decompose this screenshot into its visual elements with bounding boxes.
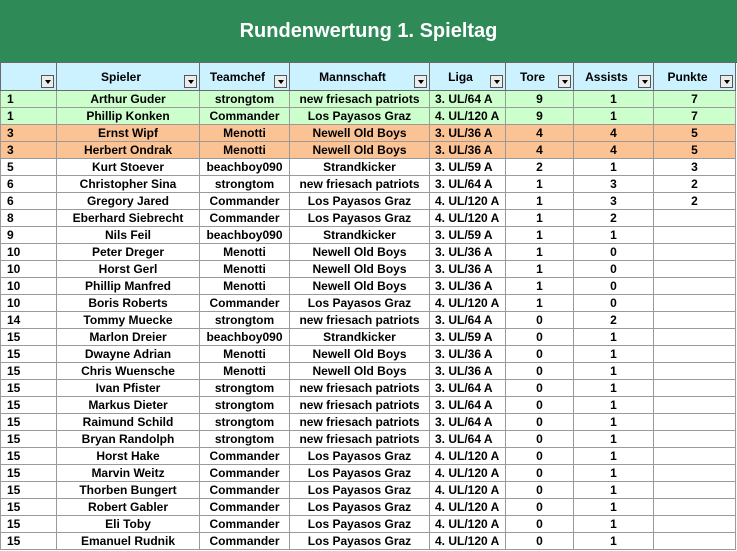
- table-row: [1, 295, 736, 312]
- cell-liga[interactable]: 3. UL/59 A: [430, 159, 506, 176]
- cell-liga[interactable]: 3. UL/64 A: [430, 431, 506, 448]
- cell-mannschaft[interactable]: new friesach patriots: [290, 380, 430, 397]
- cell-spieler[interactable]: Ivan Pfister: [57, 380, 200, 397]
- cell-punkte[interactable]: 2: [654, 176, 736, 193]
- cell-spieler[interactable]: Marvin Weitz: [57, 465, 200, 482]
- cell-mannschaft[interactable]: Newell Old Boys: [290, 346, 430, 363]
- cell-teamchef[interactable]: Commander: [200, 210, 290, 227]
- cell-teamchef[interactable]: Menotti: [200, 363, 290, 380]
- filter-dropdown-icon[interactable]: [490, 75, 503, 88]
- cell-liga[interactable]: 3. UL/64 A: [430, 176, 506, 193]
- cell-punkte[interactable]: [654, 261, 736, 278]
- cell-rank[interactable]: 8: [1, 210, 57, 227]
- cell-punkte[interactable]: [654, 295, 736, 312]
- cell-punkte[interactable]: [654, 533, 736, 550]
- cell-rank[interactable]: 15: [1, 363, 57, 380]
- cell-teamchef[interactable]: Commander: [200, 448, 290, 465]
- header-label: Mannschaft: [319, 69, 386, 84]
- cell-tore[interactable]: 4: [506, 142, 574, 159]
- cell-mannschaft[interactable]: new friesach patriots: [290, 414, 430, 431]
- cell-liga[interactable]: 4. UL/120 A: [430, 499, 506, 516]
- table-row: [1, 210, 736, 227]
- cell-mannschaft[interactable]: Los Payasos Graz: [290, 210, 430, 227]
- cell-mannschaft[interactable]: Strandkicker: [290, 159, 430, 176]
- cell-spieler[interactable]: Chris Wuensche: [57, 363, 200, 380]
- cell-rank[interactable]: 15: [1, 516, 57, 533]
- table-row: [1, 533, 736, 550]
- cell-tore[interactable]: 9: [506, 91, 574, 108]
- cell-rank[interactable]: 1: [1, 91, 57, 108]
- cell-rank[interactable]: 15: [1, 414, 57, 431]
- cell-assists[interactable]: 2: [574, 210, 654, 227]
- cell-spieler[interactable]: Peter Dreger: [57, 244, 200, 261]
- cell-teamchef[interactable]: strongtom: [200, 380, 290, 397]
- cell-spieler[interactable]: Emanuel Rudnik: [57, 533, 200, 550]
- cell-punkte[interactable]: [654, 499, 736, 516]
- cell-spieler[interactable]: Kurt Stoever: [57, 159, 200, 176]
- cell-tore[interactable]: 1: [506, 261, 574, 278]
- cell-punkte[interactable]: [654, 397, 736, 414]
- cell-tore[interactable]: 0: [506, 482, 574, 499]
- table-row: [1, 108, 736, 125]
- cell-teamchef[interactable]: beachboy090: [200, 159, 290, 176]
- cell-assists[interactable]: 1: [574, 482, 654, 499]
- cell-spieler[interactable]: Phillip Manfred: [57, 278, 200, 295]
- cell-spieler[interactable]: Horst Hake: [57, 448, 200, 465]
- column-header-mannschaft: [290, 63, 430, 91]
- filter-dropdown-icon[interactable]: [720, 75, 733, 88]
- cell-tore[interactable]: 0: [506, 499, 574, 516]
- cell-punkte[interactable]: [654, 363, 736, 380]
- cell-tore[interactable]: 0: [506, 312, 574, 329]
- cell-mannschaft[interactable]: Newell Old Boys: [290, 261, 430, 278]
- cell-assists[interactable]: 1: [574, 91, 654, 108]
- cell-rank[interactable]: 10: [1, 244, 57, 261]
- cell-rank[interactable]: 6: [1, 176, 57, 193]
- cell-liga[interactable]: 3. UL/36 A: [430, 142, 506, 159]
- cell-tore[interactable]: 4: [506, 125, 574, 142]
- cell-tore[interactable]: 1: [506, 227, 574, 244]
- cell-liga[interactable]: 4. UL/120 A: [430, 108, 506, 125]
- cell-spieler[interactable]: Markus Dieter: [57, 397, 200, 414]
- cell-mannschaft[interactable]: Strandkicker: [290, 227, 430, 244]
- cell-mannschaft[interactable]: Los Payasos Graz: [290, 465, 430, 482]
- cell-spieler[interactable]: Eli Toby: [57, 516, 200, 533]
- cell-tore[interactable]: 0: [506, 397, 574, 414]
- cell-mannschaft[interactable]: Los Payasos Graz: [290, 516, 430, 533]
- cell-teamchef[interactable]: Commander: [200, 533, 290, 550]
- cell-liga[interactable]: 3. UL/64 A: [430, 91, 506, 108]
- cell-rank[interactable]: 15: [1, 482, 57, 499]
- cell-mannschaft[interactable]: Newell Old Boys: [290, 278, 430, 295]
- cell-assists[interactable]: 1: [574, 159, 654, 176]
- cell-assists[interactable]: 1: [574, 516, 654, 533]
- cell-tore[interactable]: 1: [506, 244, 574, 261]
- cell-assists[interactable]: 1: [574, 380, 654, 397]
- cell-punkte[interactable]: 3: [654, 159, 736, 176]
- cell-rank[interactable]: 15: [1, 499, 57, 516]
- cell-punkte[interactable]: [654, 227, 736, 244]
- cell-teamchef[interactable]: Commander: [200, 516, 290, 533]
- page-title: Rundenwertung 1. Spieltag: [0, 0, 737, 63]
- table-row: [1, 159, 736, 176]
- cell-liga[interactable]: 3. UL/64 A: [430, 380, 506, 397]
- cell-tore[interactable]: 0: [506, 533, 574, 550]
- cell-tore[interactable]: 0: [506, 431, 574, 448]
- cell-rank[interactable]: 3: [1, 142, 57, 159]
- table-row: [1, 125, 736, 142]
- cell-spieler[interactable]: Horst Gerl: [57, 261, 200, 278]
- cell-rank[interactable]: 10: [1, 261, 57, 278]
- cell-rank[interactable]: 15: [1, 448, 57, 465]
- cell-tore[interactable]: 1: [506, 295, 574, 312]
- cell-rank[interactable]: 9: [1, 227, 57, 244]
- cell-liga[interactable]: 4. UL/120 A: [430, 193, 506, 210]
- cell-rank[interactable]: 15: [1, 329, 57, 346]
- cell-punkte[interactable]: [654, 516, 736, 533]
- cell-assists[interactable]: 0: [574, 244, 654, 261]
- cell-mannschaft[interactable]: Los Payasos Graz: [290, 482, 430, 499]
- cell-spieler[interactable]: Thorben Bungert: [57, 482, 200, 499]
- cell-punkte[interactable]: [654, 380, 736, 397]
- cell-assists[interactable]: 2: [574, 312, 654, 329]
- cell-rank[interactable]: 15: [1, 346, 57, 363]
- table-row: [1, 193, 736, 210]
- cell-punkte[interactable]: [654, 448, 736, 465]
- cell-assists[interactable]: 1: [574, 346, 654, 363]
- cell-liga[interactable]: 4. UL/120 A: [430, 448, 506, 465]
- cell-mannschaft[interactable]: new friesach patriots: [290, 176, 430, 193]
- cell-liga[interactable]: 4. UL/120 A: [430, 465, 506, 482]
- cell-assists[interactable]: 3: [574, 193, 654, 210]
- cell-tore[interactable]: 0: [506, 516, 574, 533]
- cell-tore[interactable]: 2: [506, 159, 574, 176]
- cell-punkte[interactable]: [654, 414, 736, 431]
- cell-punkte[interactable]: 5: [654, 125, 736, 142]
- cell-teamchef[interactable]: Menotti: [200, 346, 290, 363]
- cell-rank[interactable]: 15: [1, 465, 57, 482]
- cell-teamchef[interactable]: Menotti: [200, 142, 290, 159]
- table-row: [1, 142, 736, 159]
- cell-liga[interactable]: 3. UL/36 A: [430, 261, 506, 278]
- cell-mannschaft[interactable]: Los Payasos Graz: [290, 448, 430, 465]
- cell-assists[interactable]: 1: [574, 397, 654, 414]
- cell-rank[interactable]: 3: [1, 125, 57, 142]
- cell-teamchef[interactable]: Commander: [200, 482, 290, 499]
- cell-spieler[interactable]: Boris Roberts: [57, 295, 200, 312]
- filter-dropdown-icon[interactable]: [184, 75, 197, 88]
- cell-teamchef[interactable]: Menotti: [200, 261, 290, 278]
- cell-mannschaft[interactable]: Newell Old Boys: [290, 363, 430, 380]
- table-row: [1, 244, 736, 261]
- cell-teamchef[interactable]: Commander: [200, 499, 290, 516]
- cell-assists[interactable]: 1: [574, 465, 654, 482]
- cell-assists[interactable]: 1: [574, 533, 654, 550]
- cell-mannschaft[interactable]: new friesach patriots: [290, 312, 430, 329]
- cell-rank[interactable]: 5: [1, 159, 57, 176]
- cell-assists[interactable]: 0: [574, 261, 654, 278]
- cell-punkte[interactable]: [654, 278, 736, 295]
- filter-dropdown-icon[interactable]: [414, 75, 427, 88]
- table-row: [1, 363, 736, 380]
- cell-punkte[interactable]: 7: [654, 108, 736, 125]
- cell-liga[interactable]: 3. UL/36 A: [430, 346, 506, 363]
- cell-rank[interactable]: 15: [1, 380, 57, 397]
- cell-liga[interactable]: 3. UL/36 A: [430, 244, 506, 261]
- cell-punkte[interactable]: [654, 465, 736, 482]
- cell-tore[interactable]: 1: [506, 176, 574, 193]
- cell-assists[interactable]: 1: [574, 227, 654, 244]
- table-row: [1, 499, 736, 516]
- table-row: [1, 176, 736, 193]
- table-row: [1, 346, 736, 363]
- cell-teamchef[interactable]: Menotti: [200, 278, 290, 295]
- column-header-punkte: [654, 63, 736, 91]
- cell-liga[interactable]: 4. UL/120 A: [430, 295, 506, 312]
- cell-punkte[interactable]: [654, 329, 736, 346]
- table-row: [1, 227, 736, 244]
- cell-liga[interactable]: 4. UL/120 A: [430, 516, 506, 533]
- cell-liga[interactable]: 3. UL/59 A: [430, 329, 506, 346]
- cell-assists[interactable]: 1: [574, 414, 654, 431]
- cell-liga[interactable]: 4. UL/120 A: [430, 482, 506, 499]
- cell-spieler[interactable]: Christopher Sina: [57, 176, 200, 193]
- cell-rank[interactable]: 1: [1, 108, 57, 125]
- cell-spieler[interactable]: Tommy Muecke: [57, 312, 200, 329]
- table-row: [1, 465, 736, 482]
- cell-mannschaft[interactable]: Newell Old Boys: [290, 142, 430, 159]
- cell-tore[interactable]: 0: [506, 448, 574, 465]
- column-header-assists: [574, 63, 654, 91]
- table-row: [1, 91, 736, 108]
- cell-spieler[interactable]: Phillip Konken: [57, 108, 200, 125]
- cell-mannschaft[interactable]: Los Payasos Graz: [290, 499, 430, 516]
- header-row: [1, 63, 736, 91]
- header-label: Spieler: [100, 69, 142, 84]
- cell-rank[interactable]: 6: [1, 193, 57, 210]
- cell-punkte[interactable]: [654, 210, 736, 227]
- cell-rank[interactable]: 14: [1, 312, 57, 329]
- standings-table: [0, 62, 736, 550]
- table-row: [1, 397, 736, 414]
- cell-teamchef[interactable]: Commander: [200, 108, 290, 125]
- filter-dropdown-icon[interactable]: [274, 75, 287, 88]
- cell-teamchef[interactable]: Commander: [200, 465, 290, 482]
- cell-assists[interactable]: 1: [574, 448, 654, 465]
- cell-assists[interactable]: 1: [574, 329, 654, 346]
- cell-tore[interactable]: 1: [506, 193, 574, 210]
- cell-mannschaft[interactable]: Newell Old Boys: [290, 125, 430, 142]
- cell-mannschaft[interactable]: new friesach patriots: [290, 397, 430, 414]
- cell-rank[interactable]: 10: [1, 278, 57, 295]
- header-label: Assists: [585, 69, 628, 84]
- cell-liga[interactable]: 3. UL/64 A: [430, 312, 506, 329]
- cell-mannschaft[interactable]: new friesach patriots: [290, 91, 430, 108]
- cell-spieler[interactable]: Gregory Jared: [57, 193, 200, 210]
- cell-assists[interactable]: 4: [574, 142, 654, 159]
- cell-liga[interactable]: 3. UL/36 A: [430, 278, 506, 295]
- cell-teamchef[interactable]: Menotti: [200, 125, 290, 142]
- cell-tore[interactable]: 9: [506, 108, 574, 125]
- cell-teamchef[interactable]: strongtom: [200, 414, 290, 431]
- column-header-teamchef: [200, 63, 290, 91]
- cell-rank[interactable]: 15: [1, 533, 57, 550]
- cell-assists[interactable]: 0: [574, 278, 654, 295]
- cell-tore[interactable]: 1: [506, 210, 574, 227]
- table-row: [1, 261, 736, 278]
- cell-spieler[interactable]: Bryan Randolph: [57, 431, 200, 448]
- cell-assists[interactable]: 4: [574, 125, 654, 142]
- cell-punkte[interactable]: [654, 312, 736, 329]
- cell-mannschaft[interactable]: Strandkicker: [290, 329, 430, 346]
- cell-teamchef[interactable]: Commander: [200, 193, 290, 210]
- cell-assists[interactable]: 1: [574, 108, 654, 125]
- cell-rank[interactable]: 15: [1, 397, 57, 414]
- cell-teamchef[interactable]: beachboy090: [200, 227, 290, 244]
- cell-spieler[interactable]: Nils Feil: [57, 227, 200, 244]
- cell-liga[interactable]: 3. UL/64 A: [430, 414, 506, 431]
- cell-teamchef[interactable]: strongtom: [200, 176, 290, 193]
- cell-spieler[interactable]: Robert Gabler: [57, 499, 200, 516]
- table-row: [1, 414, 736, 431]
- table-row: [1, 516, 736, 533]
- cell-spieler[interactable]: Ernst Wipf: [57, 125, 200, 142]
- cell-tore[interactable]: 0: [506, 363, 574, 380]
- cell-punkte[interactable]: 2: [654, 193, 736, 210]
- cell-tore[interactable]: 0: [506, 414, 574, 431]
- cell-teamchef[interactable]: strongtom: [200, 397, 290, 414]
- cell-mannschaft[interactable]: Newell Old Boys: [290, 244, 430, 261]
- cell-assists[interactable]: 3: [574, 176, 654, 193]
- cell-spieler[interactable]: Raimund Schild: [57, 414, 200, 431]
- cell-spieler[interactable]: Marlon Dreier: [57, 329, 200, 346]
- header-label: Liga: [448, 69, 473, 84]
- cell-tore[interactable]: 0: [506, 346, 574, 363]
- table-row: [1, 482, 736, 499]
- cell-tore[interactable]: 0: [506, 465, 574, 482]
- cell-teamchef[interactable]: strongtom: [200, 91, 290, 108]
- filter-dropdown-icon[interactable]: [638, 75, 651, 88]
- table-row: [1, 278, 736, 295]
- cell-tore[interactable]: 1: [506, 278, 574, 295]
- cell-spieler[interactable]: Eberhard Siebrecht: [57, 210, 200, 227]
- column-header-spieler: [57, 63, 200, 91]
- cell-spieler[interactable]: Herbert Ondrak: [57, 142, 200, 159]
- column-header-liga: [430, 63, 506, 91]
- cell-assists[interactable]: 1: [574, 431, 654, 448]
- table-row: [1, 312, 736, 329]
- table-row: [1, 431, 736, 448]
- cell-rank[interactable]: 10: [1, 295, 57, 312]
- header-label: Tore: [519, 69, 546, 84]
- cell-rank[interactable]: 15: [1, 431, 57, 448]
- cell-assists[interactable]: 1: [574, 363, 654, 380]
- cell-teamchef[interactable]: Commander: [200, 295, 290, 312]
- cell-assists[interactable]: 0: [574, 295, 654, 312]
- cell-tore[interactable]: 0: [506, 380, 574, 397]
- table-row: [1, 329, 736, 346]
- filter-dropdown-icon[interactable]: [558, 75, 571, 88]
- cell-assists[interactable]: 1: [574, 499, 654, 516]
- cell-mannschaft[interactable]: new friesach patriots: [290, 431, 430, 448]
- cell-teamchef[interactable]: Menotti: [200, 244, 290, 261]
- cell-spieler[interactable]: Dwayne Adrian: [57, 346, 200, 363]
- cell-teamchef[interactable]: beachboy090: [200, 329, 290, 346]
- cell-liga[interactable]: 3. UL/59 A: [430, 227, 506, 244]
- cell-liga[interactable]: 3. UL/36 A: [430, 363, 506, 380]
- column-header-tore: [506, 63, 574, 91]
- cell-mannschaft[interactable]: Los Payasos Graz: [290, 108, 430, 125]
- cell-mannschaft[interactable]: Los Payasos Graz: [290, 533, 430, 550]
- cell-tore[interactable]: 0: [506, 329, 574, 346]
- cell-mannschaft[interactable]: Los Payasos Graz: [290, 193, 430, 210]
- cell-spieler[interactable]: Arthur Guder: [57, 91, 200, 108]
- cell-punkte[interactable]: [654, 346, 736, 363]
- column-header-rank: [1, 63, 57, 91]
- cell-punkte[interactable]: [654, 482, 736, 499]
- cell-liga[interactable]: 3. UL/64 A: [430, 397, 506, 414]
- header-label: Teamchef: [209, 69, 266, 84]
- cell-punkte[interactable]: 5: [654, 142, 736, 159]
- cell-mannschaft[interactable]: Los Payasos Graz: [290, 295, 430, 312]
- cell-teamchef[interactable]: strongtom: [200, 431, 290, 448]
- cell-punkte[interactable]: [654, 431, 736, 448]
- header-label: Punkte: [667, 69, 708, 84]
- table-row: [1, 380, 736, 397]
- cell-liga[interactable]: 4. UL/120 A: [430, 210, 506, 227]
- cell-liga[interactable]: 3. UL/36 A: [430, 125, 506, 142]
- filter-dropdown-icon[interactable]: [41, 75, 54, 88]
- cell-punkte[interactable]: [654, 244, 736, 261]
- cell-teamchef[interactable]: strongtom: [200, 312, 290, 329]
- cell-liga[interactable]: 4. UL/120 A: [430, 533, 506, 550]
- cell-punkte[interactable]: 7: [654, 91, 736, 108]
- table-row: [1, 448, 736, 465]
